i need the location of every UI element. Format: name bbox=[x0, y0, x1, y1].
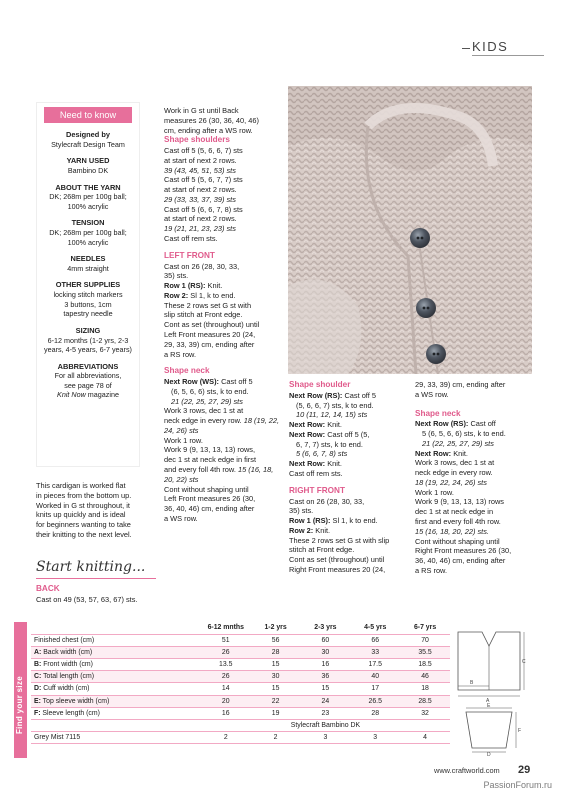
row-text: Cast off 5 bbox=[342, 390, 376, 400]
table-cell: 60 bbox=[300, 634, 350, 646]
table-cell: 16 bbox=[201, 707, 251, 719]
yarn-used bbox=[37, 156, 139, 175]
row-text: Knit. bbox=[451, 448, 468, 458]
watermark: PassionForum.ru bbox=[483, 780, 552, 790]
table-cell: 17.5 bbox=[350, 659, 400, 671]
designed-by-heading: Designed by bbox=[66, 130, 110, 140]
row-label-text: Cuff width (cm) bbox=[41, 685, 90, 693]
text-span: neck edge in every row. bbox=[164, 416, 242, 426]
yarn-shade-label: Grey Mist 7115 bbox=[31, 732, 201, 744]
row-letter: B: bbox=[34, 661, 42, 669]
row-instruction bbox=[164, 281, 282, 291]
row-text: Knit. bbox=[205, 281, 223, 291]
row-label: Next Row (RS): bbox=[289, 390, 343, 400]
about-yarn-heading: ABOUT THE YARN bbox=[55, 182, 121, 192]
table-cell: 32 bbox=[400, 707, 450, 719]
text-line: at start of next 2 rows. bbox=[164, 214, 237, 224]
find-your-size-tab bbox=[14, 622, 27, 758]
footer-url[interactable]: www.craftworld.com bbox=[434, 766, 500, 775]
row-label-text: Finished chest (cm) bbox=[34, 636, 95, 644]
tension bbox=[37, 218, 139, 247]
table-cell: 19 bbox=[251, 707, 301, 719]
about-yarn-line: 100% acrylic bbox=[67, 201, 109, 211]
label-e: E bbox=[487, 703, 491, 709]
row-label-text: Front width (cm) bbox=[41, 661, 93, 669]
row-label-text: Back width (cm) bbox=[41, 648, 93, 656]
table-cell: 51 bbox=[201, 634, 251, 646]
text-line: neck edge in every row. bbox=[415, 468, 493, 478]
sizing-heading: SIZING bbox=[75, 325, 101, 335]
other-supplies-line: 3 buttons, 1cm bbox=[64, 299, 112, 309]
stitch-count: 21 (22, 25, 27, 29) sts bbox=[422, 438, 494, 448]
yarn-header-row bbox=[31, 720, 450, 732]
designed-by bbox=[37, 130, 139, 149]
row-label: Next Row (RS): bbox=[415, 419, 469, 429]
label-f: F bbox=[518, 728, 522, 734]
page-number: 29 bbox=[518, 764, 531, 776]
table-row bbox=[31, 683, 450, 695]
table-cell-blank bbox=[31, 720, 201, 732]
table-cell: 4 bbox=[400, 732, 450, 744]
text-line: a RS row. bbox=[164, 349, 197, 359]
garment-diagram bbox=[452, 628, 526, 756]
stitch-count: 15 (16, 18, 20, 22) sts. bbox=[415, 526, 489, 536]
yarn-header: Stylecraft Bambino DK bbox=[201, 720, 450, 732]
cardigan-photo bbox=[288, 86, 532, 374]
text-line: Work 1 row. bbox=[164, 435, 203, 445]
other-supplies-line: tapestry needle bbox=[63, 309, 113, 319]
sizing bbox=[37, 326, 139, 355]
text-line: Work 3 rows, dec 1 st at bbox=[164, 406, 244, 416]
intro-line: for beginners wanting to take bbox=[36, 520, 131, 530]
table-row bbox=[31, 659, 450, 671]
table-cell: 70 bbox=[400, 634, 450, 646]
abbreviations-heading: ABBREVIATIONS bbox=[57, 361, 119, 371]
other-supplies-line: locking stitch markers bbox=[53, 290, 123, 300]
text-span: and every foll 4th row. bbox=[164, 464, 236, 474]
table-cell: 28.5 bbox=[400, 695, 450, 707]
text-line: Left Front measures 20 (24, bbox=[164, 329, 256, 339]
back-heading: BACK bbox=[36, 584, 60, 593]
intro-line: their knitting to the next level. bbox=[36, 529, 132, 539]
magazine-suffix: magazine bbox=[85, 390, 119, 400]
table-cell: 30 bbox=[300, 646, 350, 658]
row-label bbox=[31, 683, 201, 695]
intro-text bbox=[36, 481, 148, 540]
abbreviations-magazine-line bbox=[37, 390, 139, 400]
left-front-heading: LEFT FRONT bbox=[164, 250, 215, 260]
table-cell: 26 bbox=[201, 671, 251, 683]
intro-line: Worked in G st throughout, it bbox=[36, 500, 130, 510]
row-text: Cast off 5 (5, bbox=[325, 429, 370, 439]
text-line: Right Front measures 20 (24, bbox=[289, 564, 386, 574]
stitch-count: 10 (11, 12, 14, 15) sts bbox=[296, 410, 368, 420]
column-4 bbox=[415, 380, 539, 576]
text-line: Cast off rem sts. bbox=[164, 234, 218, 244]
label-c: C bbox=[522, 659, 526, 665]
shape-neck-heading: Shape neck bbox=[164, 366, 210, 376]
table-cell: 17 bbox=[350, 683, 400, 695]
find-your-size-label: Find your size bbox=[15, 676, 24, 734]
shape-neck-heading: Shape neck bbox=[415, 408, 461, 418]
text-line: Left Front measures 26 (30, bbox=[164, 494, 256, 504]
stitch-count: 29 (33, 33, 37, 39) sts bbox=[164, 194, 236, 204]
row-instruction bbox=[289, 430, 407, 440]
text-line: 36, 40, 46) cm, ending after bbox=[164, 504, 255, 514]
sizing-line: years, 4-5 years, 6-7 years) bbox=[44, 345, 132, 354]
table-row bbox=[31, 646, 450, 658]
text-line: slip stitch at Front edge. bbox=[164, 310, 243, 320]
row-label bbox=[31, 659, 201, 671]
table-cell: 3 bbox=[300, 732, 350, 744]
row-label-text: Total length (cm) bbox=[41, 673, 95, 681]
table-cell: 18 bbox=[400, 683, 450, 695]
text-line: dec 1 st at neck edge in bbox=[415, 507, 494, 517]
sizing-line: 6-12 months (1-2 yrs, 2-3 bbox=[47, 335, 129, 345]
table-header-blank bbox=[31, 622, 201, 634]
knit-photo-illustration bbox=[288, 86, 532, 374]
table-cell: 26 bbox=[201, 646, 251, 658]
table-cell: 30 bbox=[251, 671, 301, 683]
table-cell: 33 bbox=[350, 646, 400, 658]
need-to-know-box bbox=[36, 102, 140, 467]
row-letter: F: bbox=[34, 709, 41, 717]
row-letter: A: bbox=[34, 648, 42, 656]
shape-shoulders-heading: Shape shoulders bbox=[164, 135, 230, 145]
column-2 bbox=[164, 106, 282, 524]
row-text: Sl 1, k to end. bbox=[188, 290, 236, 300]
text-line: Cont as set (throughout) until bbox=[164, 320, 260, 330]
size-table-body bbox=[31, 634, 450, 744]
table-row bbox=[31, 671, 450, 683]
table-cell: 16 bbox=[300, 659, 350, 671]
right-front-heading: RIGHT FRONT bbox=[289, 485, 345, 495]
text-line: Work 1 row. bbox=[415, 487, 454, 497]
magazine-name: Knit Now bbox=[57, 390, 86, 400]
back-text: Cast on 49 (53, 57, 63, 67) sts. bbox=[36, 594, 138, 604]
table-cell: 56 bbox=[251, 634, 301, 646]
row-label: Next Row: bbox=[289, 420, 326, 430]
row-label: Next Row: bbox=[289, 429, 326, 439]
text-line: Cont as set (throughout) until bbox=[289, 555, 385, 565]
row-label: Next Row (WS): bbox=[164, 377, 220, 387]
text-line: Cast off rem sts. bbox=[289, 468, 343, 478]
row-label bbox=[31, 707, 201, 719]
designed-by-text: Stylecraft Design Team bbox=[51, 139, 125, 149]
table-cell: 40 bbox=[350, 671, 400, 683]
table-cell: 15 bbox=[251, 659, 301, 671]
text-line: 5 (6, 5, 6, 6) sts, k to end. bbox=[422, 429, 506, 439]
row-instruction bbox=[415, 449, 539, 459]
row-letter: E: bbox=[34, 697, 41, 705]
stitch-count: 39 (43, 45, 51, 53) sts bbox=[164, 165, 236, 175]
intro-line: in pieces from the bottom up. bbox=[36, 490, 132, 500]
table-cell: 26.5 bbox=[350, 695, 400, 707]
row-label: Row 2: bbox=[289, 525, 314, 535]
row-text: Sl 1, k to end. bbox=[330, 516, 378, 526]
table-cell: 13.5 bbox=[201, 659, 251, 671]
text-line: 35) sts. bbox=[289, 506, 314, 516]
tension-heading: TENSION bbox=[71, 218, 105, 228]
size-table bbox=[31, 622, 450, 744]
text-line: Cast on 26 (28, 30, 33, bbox=[164, 261, 240, 271]
text-line: first and every foll 4th row. bbox=[415, 517, 501, 527]
row-instruction bbox=[164, 291, 282, 301]
column-3 bbox=[289, 380, 407, 575]
text-line: 29, 33, 39) cm, ending after bbox=[415, 380, 506, 389]
text-line: Work 9 (9, 13, 13, 13) rows, bbox=[164, 445, 256, 455]
other-supplies bbox=[37, 280, 139, 318]
table-cell: 14 bbox=[201, 683, 251, 695]
label-a: A bbox=[486, 698, 490, 704]
row-label bbox=[31, 634, 201, 646]
section-label: KIDS bbox=[472, 39, 509, 54]
row-letter: C: bbox=[34, 673, 42, 681]
stitch-count: 18 (19, 22, 24, 26) sts bbox=[164, 416, 280, 435]
table-cell: 28 bbox=[350, 707, 400, 719]
label-b: B bbox=[470, 680, 474, 686]
row-text: Cast off bbox=[468, 419, 496, 429]
table-cell: 23 bbox=[300, 707, 350, 719]
table-row bbox=[31, 707, 450, 719]
text-line: 35) sts. bbox=[164, 271, 189, 281]
table-cell: 46 bbox=[400, 671, 450, 683]
row-instruction bbox=[415, 419, 539, 429]
text-line: a RS row. bbox=[415, 565, 448, 575]
row-label: Next Row: bbox=[289, 459, 326, 469]
label-d: D bbox=[487, 752, 491, 756]
needles-heading: NEEDLES bbox=[70, 254, 106, 264]
text-line: These 2 rows set G st with bbox=[164, 300, 252, 310]
text-line: stitch at Front edge. bbox=[289, 545, 355, 555]
table-cell: 36 bbox=[300, 671, 350, 683]
abbreviations bbox=[37, 362, 139, 400]
text-line: at start of next 2 rows. bbox=[164, 155, 237, 165]
text-line: 6, 7, 7) sts, k to end. bbox=[296, 439, 363, 449]
table-cell: 22 bbox=[251, 695, 301, 707]
tension-line: 100% acrylic bbox=[67, 237, 109, 247]
text-line: (6, 5, 6, 6) sts, k to end. bbox=[171, 386, 249, 396]
header-rule bbox=[462, 48, 470, 49]
table-cell: 20 bbox=[201, 695, 251, 707]
text-line: at start of next 2 rows. bbox=[164, 185, 237, 195]
text-line: Cont without shaping until bbox=[415, 536, 500, 546]
row-instruction bbox=[164, 377, 282, 387]
table-header: 6-12 mnths bbox=[201, 622, 251, 634]
text-line: (5, 6, 6, 7) sts, k to end. bbox=[296, 400, 374, 410]
row-label-text: Sleeve length (cm) bbox=[40, 709, 100, 717]
stitch-count: 21 (22, 25, 27, 29) sts bbox=[171, 396, 243, 406]
row-label: Row 1 (RS): bbox=[164, 281, 206, 291]
table-cell: 28 bbox=[251, 646, 301, 658]
text-line: Work 3 rows, dec 1 st at bbox=[415, 458, 495, 468]
intro-line: knits up quickly and is ideal bbox=[36, 510, 126, 520]
abbreviations-line: see page 78 of bbox=[64, 380, 112, 390]
yarn-row bbox=[31, 732, 450, 744]
text-line: Work in G st until Back bbox=[164, 106, 239, 115]
row-label: Row 2: bbox=[164, 290, 189, 300]
yarn-used-text: Bambino DK bbox=[67, 166, 109, 176]
about-yarn bbox=[37, 183, 139, 212]
table-cell: 66 bbox=[350, 634, 400, 646]
text-line: cm, ending after a WS row. bbox=[164, 125, 253, 135]
other-supplies-heading: OTHER SUPPLIES bbox=[55, 280, 121, 290]
stitch-count: 15 (16, 18, 20, 22) sts bbox=[164, 464, 274, 484]
text-line: 36, 40, 46) cm, ending after bbox=[415, 556, 506, 566]
row-text: Knit. bbox=[325, 420, 342, 430]
table-header: 6-7 yrs bbox=[400, 622, 450, 634]
row-text: Cast off 5 bbox=[219, 377, 253, 387]
header-underline bbox=[472, 55, 544, 56]
table-header: 2-3 yrs bbox=[300, 622, 350, 634]
row-label: Next Row: bbox=[415, 448, 452, 458]
text-line: Work 9 (9, 13, 13, 13) rows bbox=[415, 497, 504, 507]
text-line: Right Front measures 26 (30, bbox=[415, 546, 512, 556]
text-line: Cast off 5 (5, 6, 6, 7) sts bbox=[164, 146, 243, 156]
table-header: 1-2 yrs bbox=[251, 622, 301, 634]
text-line: 29, 33, 39) cm, ending after bbox=[164, 339, 255, 349]
text-line: Cast off 5 (6, 6, 7, 8) sts bbox=[164, 204, 243, 214]
stitch-count: 19 (21, 21, 23, 23) sts bbox=[164, 224, 236, 234]
abbreviations-line: For all abbreviations, bbox=[54, 371, 122, 381]
text-line: a WS row. bbox=[415, 389, 449, 399]
sleeve-outline bbox=[466, 712, 512, 748]
row-label bbox=[31, 646, 201, 658]
row-label bbox=[31, 695, 201, 707]
text-line: measures 26 (30, 36, 40, 46) bbox=[164, 115, 259, 125]
table-cell: 3 bbox=[350, 732, 400, 744]
table-header-row bbox=[31, 622, 450, 634]
row-text: Knit. bbox=[313, 525, 331, 535]
table-cell: 15 bbox=[300, 683, 350, 695]
section-header bbox=[472, 38, 544, 55]
table-cell: 2 bbox=[201, 732, 251, 744]
table-row bbox=[31, 634, 450, 646]
start-knitting-heading: Start knitting... bbox=[36, 559, 146, 575]
row-instruction bbox=[289, 420, 407, 430]
yarn-used-heading: YARN USED bbox=[66, 156, 110, 166]
tension-line: DK; 268m per 100g ball; bbox=[49, 228, 127, 238]
table-cell: 18.5 bbox=[400, 659, 450, 671]
row-text: Knit. bbox=[325, 459, 342, 469]
row-instruction bbox=[289, 526, 407, 536]
row-label: Row 1 (RS): bbox=[289, 516, 331, 526]
needles-text: 4mm straight bbox=[67, 263, 109, 273]
needles bbox=[37, 254, 139, 273]
text-line: a WS row. bbox=[164, 513, 198, 523]
text-line: These 2 rows set G st with slip bbox=[289, 535, 390, 545]
text-line: dec 1 st at neck edge in first bbox=[164, 455, 257, 465]
row-instruction bbox=[289, 391, 407, 401]
intro-line: This cardigan is worked flat bbox=[36, 481, 126, 490]
size-table-panel bbox=[14, 622, 526, 758]
back-section bbox=[36, 584, 156, 605]
table-row bbox=[31, 695, 450, 707]
need-to-know-title: Need to know bbox=[44, 107, 132, 123]
about-yarn-line: DK; 268m per 100g ball; bbox=[49, 192, 127, 202]
row-instruction bbox=[289, 516, 407, 526]
text-line bbox=[164, 465, 282, 485]
text-line: Cont without shaping until bbox=[164, 484, 249, 494]
table-cell: 2 bbox=[251, 732, 301, 744]
text-line: Cast off 5 (5, 6, 7, 7) sts bbox=[164, 175, 243, 185]
table-cell: 35.5 bbox=[400, 646, 450, 658]
row-instruction bbox=[289, 459, 407, 469]
row-label-text: Top sleeve width (cm) bbox=[40, 697, 110, 705]
table-header: 4-5 yrs bbox=[350, 622, 400, 634]
stitch-count: 5 (6, 6, 7, 8) sts bbox=[296, 449, 348, 459]
row-letter: D: bbox=[34, 685, 42, 693]
row-label bbox=[31, 671, 201, 683]
text-line: Cast on 26 (28, 30, 33, bbox=[289, 496, 365, 506]
stitch-count: 18 (19, 22, 24, 26) sts bbox=[415, 477, 487, 487]
start-knitting-underline bbox=[36, 578, 156, 579]
table-cell: 15 bbox=[251, 683, 301, 695]
text-line bbox=[164, 416, 282, 436]
shape-shoulder-heading: Shape shoulder bbox=[289, 380, 351, 389]
table-cell: 24 bbox=[300, 695, 350, 707]
